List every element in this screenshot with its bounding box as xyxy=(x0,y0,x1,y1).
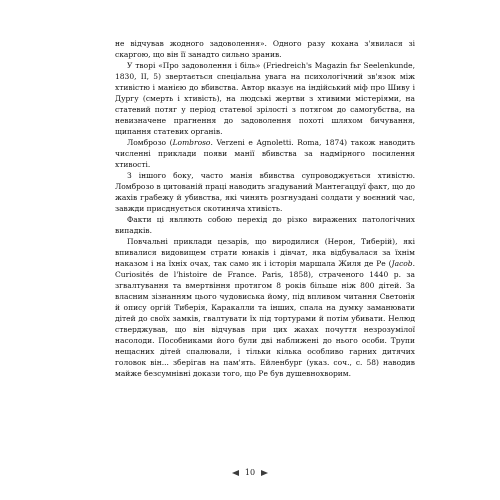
italic-text: Lombroso xyxy=(172,138,211,147)
text-run: не відчував жодного задоволення». Одного разу кохана з'явилася зі скаргою, що він її занадто сильно зранив. xyxy=(115,39,415,59)
paragraph xyxy=(115,170,415,214)
paragraph xyxy=(115,214,415,236)
text-run: З іншого боку, часто манія вбивства супроводжується хтивістю. Ломброзо в цитованій праці наводить згадуваний Мантегацдуї факт, що до жахів грабежу й убивства, які чинять розгнуздані солдати у воєнний час, завжди присднується скотиняча хтивість. xyxy=(115,171,415,213)
text-run: У творі «Про задоволення і біль» (Friedreich's Magazin fьr Seelenkunde, 1830, II, 5) звертається спеціальна увага на психологічний зв'язок між хтивістю і манією до вбивства. Автор вказує на індійський міф про Шиву і Дургу (смерть і хтивість), на людські жертви з хтивими містеріями, на статевий потяг у період статевої зрілості з потягом до самогубства, на невизначене прагнення до задоволення похоті шляхом бичування, щипання статевих органів. xyxy=(115,61,415,136)
page-number: 10 xyxy=(244,468,256,477)
page-footer xyxy=(0,468,500,478)
paragraph xyxy=(115,60,415,137)
ornament-left-icon xyxy=(232,470,239,476)
paragraph xyxy=(115,236,415,379)
ornament-right-icon xyxy=(261,470,268,476)
text-run: . Curiosités de l'histoire de France. Paris, 1858), страченого 1440 р. за згвалтування та вмертвіння протягом 8 років більше ніж 800 дітей. За власним зізнанням цього чудовиська йому, під впливом читання Светонія й опису оргій Тиберія, Каракалли та інших, спала на думку заманювати дітей до своїх замків, гвалтувати їх під тортурами й потім убивати. Нелюд стверджував, що він відчував при цих жахах почуття незрозумілої насолоди. Пособниками його були дві наближені до нього особи. Трупи нещасних дітей спалювали, і тільки кілька особливо гарних дитячих головок він... зберігав на пам'ять. Ейленбург (указ. соч., с. 58) наводив майже безсумнівні докази того, що Ре був душевнохворим. xyxy=(115,259,415,378)
text-run: Ломброзо ( xyxy=(127,138,173,147)
body-text xyxy=(115,38,415,379)
paragraph xyxy=(115,38,415,60)
text-run: . Verzeni e Agnoletti. Roma, 1874) також наводить численні приклади появи манії вбивства за надмірного посилення хтивості. xyxy=(115,138,415,169)
text-run: Факти ці являють собою перехід до різко виражених патологічних випадків. xyxy=(115,215,415,235)
paragraph xyxy=(115,137,415,170)
italic-text: Jacob xyxy=(391,259,413,268)
text-run: Повчальні приклади цезарів, що виродилися (Нерон, Тиберій), які впивалися видовищем страти юнаків і дівчат, яка відбувалася за їхнім наказом і на їхніх очах, так само як і історія маршала Жиля де Ре ( xyxy=(115,237,415,268)
